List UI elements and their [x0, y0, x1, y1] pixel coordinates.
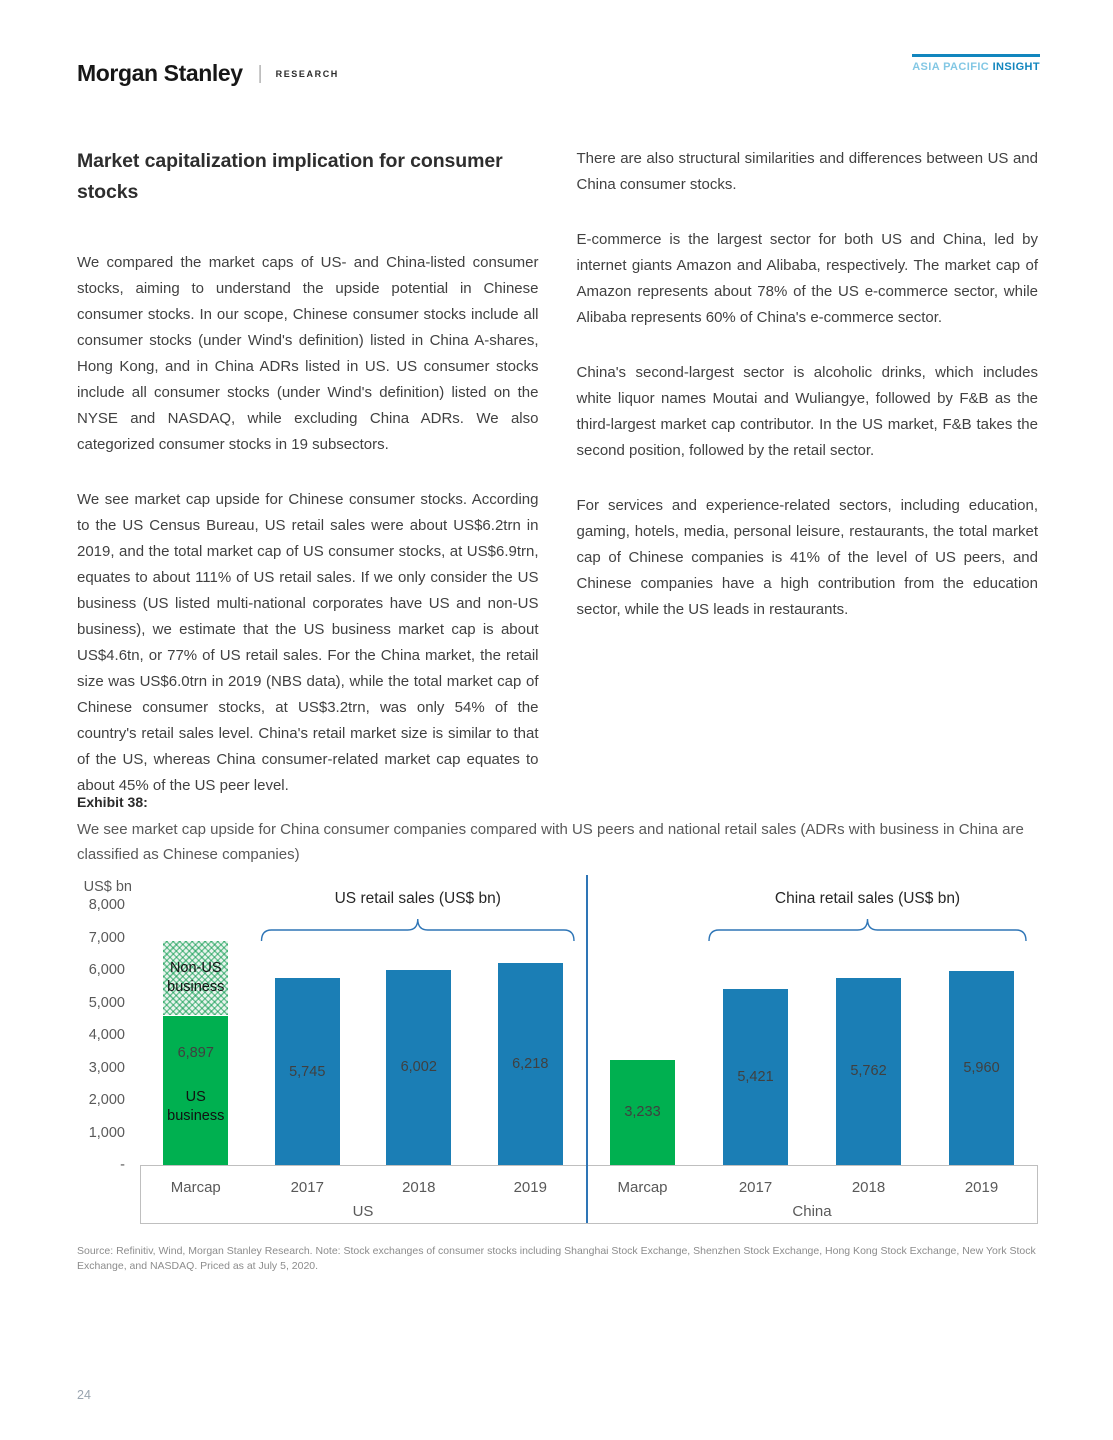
y-axis-tick-label: 6,000: [88, 962, 125, 978]
paragraph: There are also structural similarities and differences between US and China consumer stocks.: [576, 150, 1038, 193]
x-axis-line: [140, 1165, 1038, 1166]
axis-box-bottom-line: [140, 1223, 1038, 1224]
bar-value-label: 5,745: [289, 1063, 326, 1080]
paragraph: China's second-largest sector is alcoholic drinks, which includes white liquor names Moutai and Wuliangye, followed by F&B as the third-largest market cap contributor. In the US market, F&B takes the second position, followed by the retail sector.: [576, 364, 1038, 459]
paragraph: We compared the market caps of US- and China-listed consumer stocks, aiming to understand the upside potential in Chinese consumer stocks. In our scope, Chinese consumer stocks include all consumer stocks (under Wind's definition) listed in China A-shares, Hong Kong, and in China ADRs listed in US. US consumer stocks include all consumer stocks (under Wind's definition) listed on the NYSE and NASDAQ, while excluding China ADRs. We also categorized consumer stocks in 19 subsectors.: [77, 254, 539, 453]
paragraph: E-commerce is the largest sector for both US and China, led by internet giants Amazon and Alibaba, respectively. The market cap of Amazon represents about 78% of the US e-commerce sector, while Alibaba represents 60% of China's e-commerce sector.: [576, 231, 1038, 326]
bar-value-label: 6,218: [512, 1055, 549, 1072]
paragraph: We see market cap upside for Chinese consumer stocks. According to the US Census Bureau, US retail sales were about US$6.2trn in 2019, and the total market cap of US consumer stocks, at US$6.9trn, equates to about 111% of US retail sales. If we only consider the US business (US listed multi-national corporates have US and non-US business), we estimate that the US business market cap is about US$4.6tn, or 77% of US retail sales. For the China market, the retail size was US$6.0trn in 2019 (NBS data), while the total market cap of Chinese consumer stocks, at US$3.2trn, was only 54% of the country's retail sales level. China's retail market size is similar to that of the US, whereas China consumer-related market cap equates to about 45% of the US peer level.: [77, 491, 539, 794]
x-axis-category-label: Marcap: [617, 1179, 668, 1196]
y-axis-tick-label: 7,000: [88, 929, 125, 946]
x-axis-category-label: 2019: [513, 1179, 547, 1196]
marketcap-retail-bar-chart: [77, 875, 1038, 1237]
badge-rule: [912, 54, 1040, 57]
paragraph: For services and experience-related sectors, including education, gaming, hotels, media, personal leisure, restaurants, the total market cap of Chinese companies is 41% of the level of US peers, and Chinese companies have a high contribution from the education sector, while the US leads in restaurants.: [576, 497, 1038, 618]
bar-value-label: 6,002: [400, 1059, 437, 1076]
section-heading: Market capitalization implication for consumer stocks: [77, 150, 503, 203]
retail-sales-brace: [709, 919, 1026, 941]
page-number: 24: [77, 1388, 91, 1402]
retail-sales-brace: [262, 919, 575, 941]
right-column: [577, 146, 1039, 828]
x-axis-category-label: 2017: [738, 1179, 773, 1196]
y-axis-tick-label: 8,000: [88, 897, 125, 913]
brace-title: China retail sales (US$ bn): [774, 890, 961, 907]
page-header: [77, 58, 1040, 94]
x-axis-category-label: Marcap: [170, 1179, 221, 1196]
left-column: [77, 146, 539, 828]
badge-series-label: INSIGHT: [992, 61, 1040, 73]
x-axis-group-label-us: US: [352, 1203, 374, 1220]
morgan-stanley-logo: Morgan Stanley: [77, 60, 243, 86]
bar-value-label: 5,960: [963, 1060, 1000, 1077]
x-axis-group-label-china: China: [792, 1203, 832, 1220]
x-axis-category-label: 2019: [964, 1179, 999, 1196]
exhibit-label: Exhibit 38:: [77, 794, 148, 810]
x-axis-category-label: 2018: [851, 1179, 886, 1196]
bar-value-label: 5,762: [850, 1063, 887, 1080]
badge-region-label: ASIA PACIFIC: [912, 61, 993, 73]
exhibit-38: [77, 792, 1038, 1274]
panel-divider-line: [586, 875, 588, 1223]
bar-value-label: 6,897: [177, 1044, 214, 1061]
article-body: [77, 146, 1038, 828]
y-axis-tick-label: 3,000: [88, 1059, 125, 1076]
brand-lockup: [77, 60, 339, 87]
y-axis-tick-label: -: [120, 1157, 125, 1173]
brand-divider: |: [257, 63, 263, 84]
brace-title: US retail sales (US$ bn): [334, 890, 501, 907]
y-axis-tick-label: 2,000: [88, 1092, 125, 1108]
badge-text: [912, 61, 1040, 73]
report-series-badge: [912, 54, 1040, 73]
bar-value-label: 3,233: [624, 1104, 661, 1121]
y-axis-tick-label: 1,000: [88, 1124, 125, 1141]
segment-label-us-business: US business: [167, 1089, 225, 1124]
segment-label-non-us-business: Non-US business: [167, 960, 225, 996]
y-axis-tick-label: 5,000: [88, 994, 125, 1011]
source-note: Source: Refinitiv, Wind, Morgan Stanley Research. Note: Stock exchanges of consumer stocks including Shanghai Stock Exchange, Shenzhen Stock Exchange, Hong Kong Stock Exchange, New York Stock Exchange, and NASDAQ. Priced as at July 5, 2020.: [77, 1245, 1036, 1272]
y-axis-unit-label: US$ bn: [83, 879, 132, 895]
y-axis-tick-label: 4,000: [88, 1027, 125, 1043]
research-label: RESEARCH: [275, 69, 339, 79]
x-axis-category-label: 2018: [402, 1179, 436, 1196]
exhibit-caption: We see market cap upside for China consumer companies compared with US peers and national retail sales (ADRs with business in China are classified as Chinese companies): [77, 821, 1024, 863]
x-axis-category-label: 2017: [290, 1179, 324, 1196]
bar-value-label: 5,421: [737, 1068, 774, 1085]
